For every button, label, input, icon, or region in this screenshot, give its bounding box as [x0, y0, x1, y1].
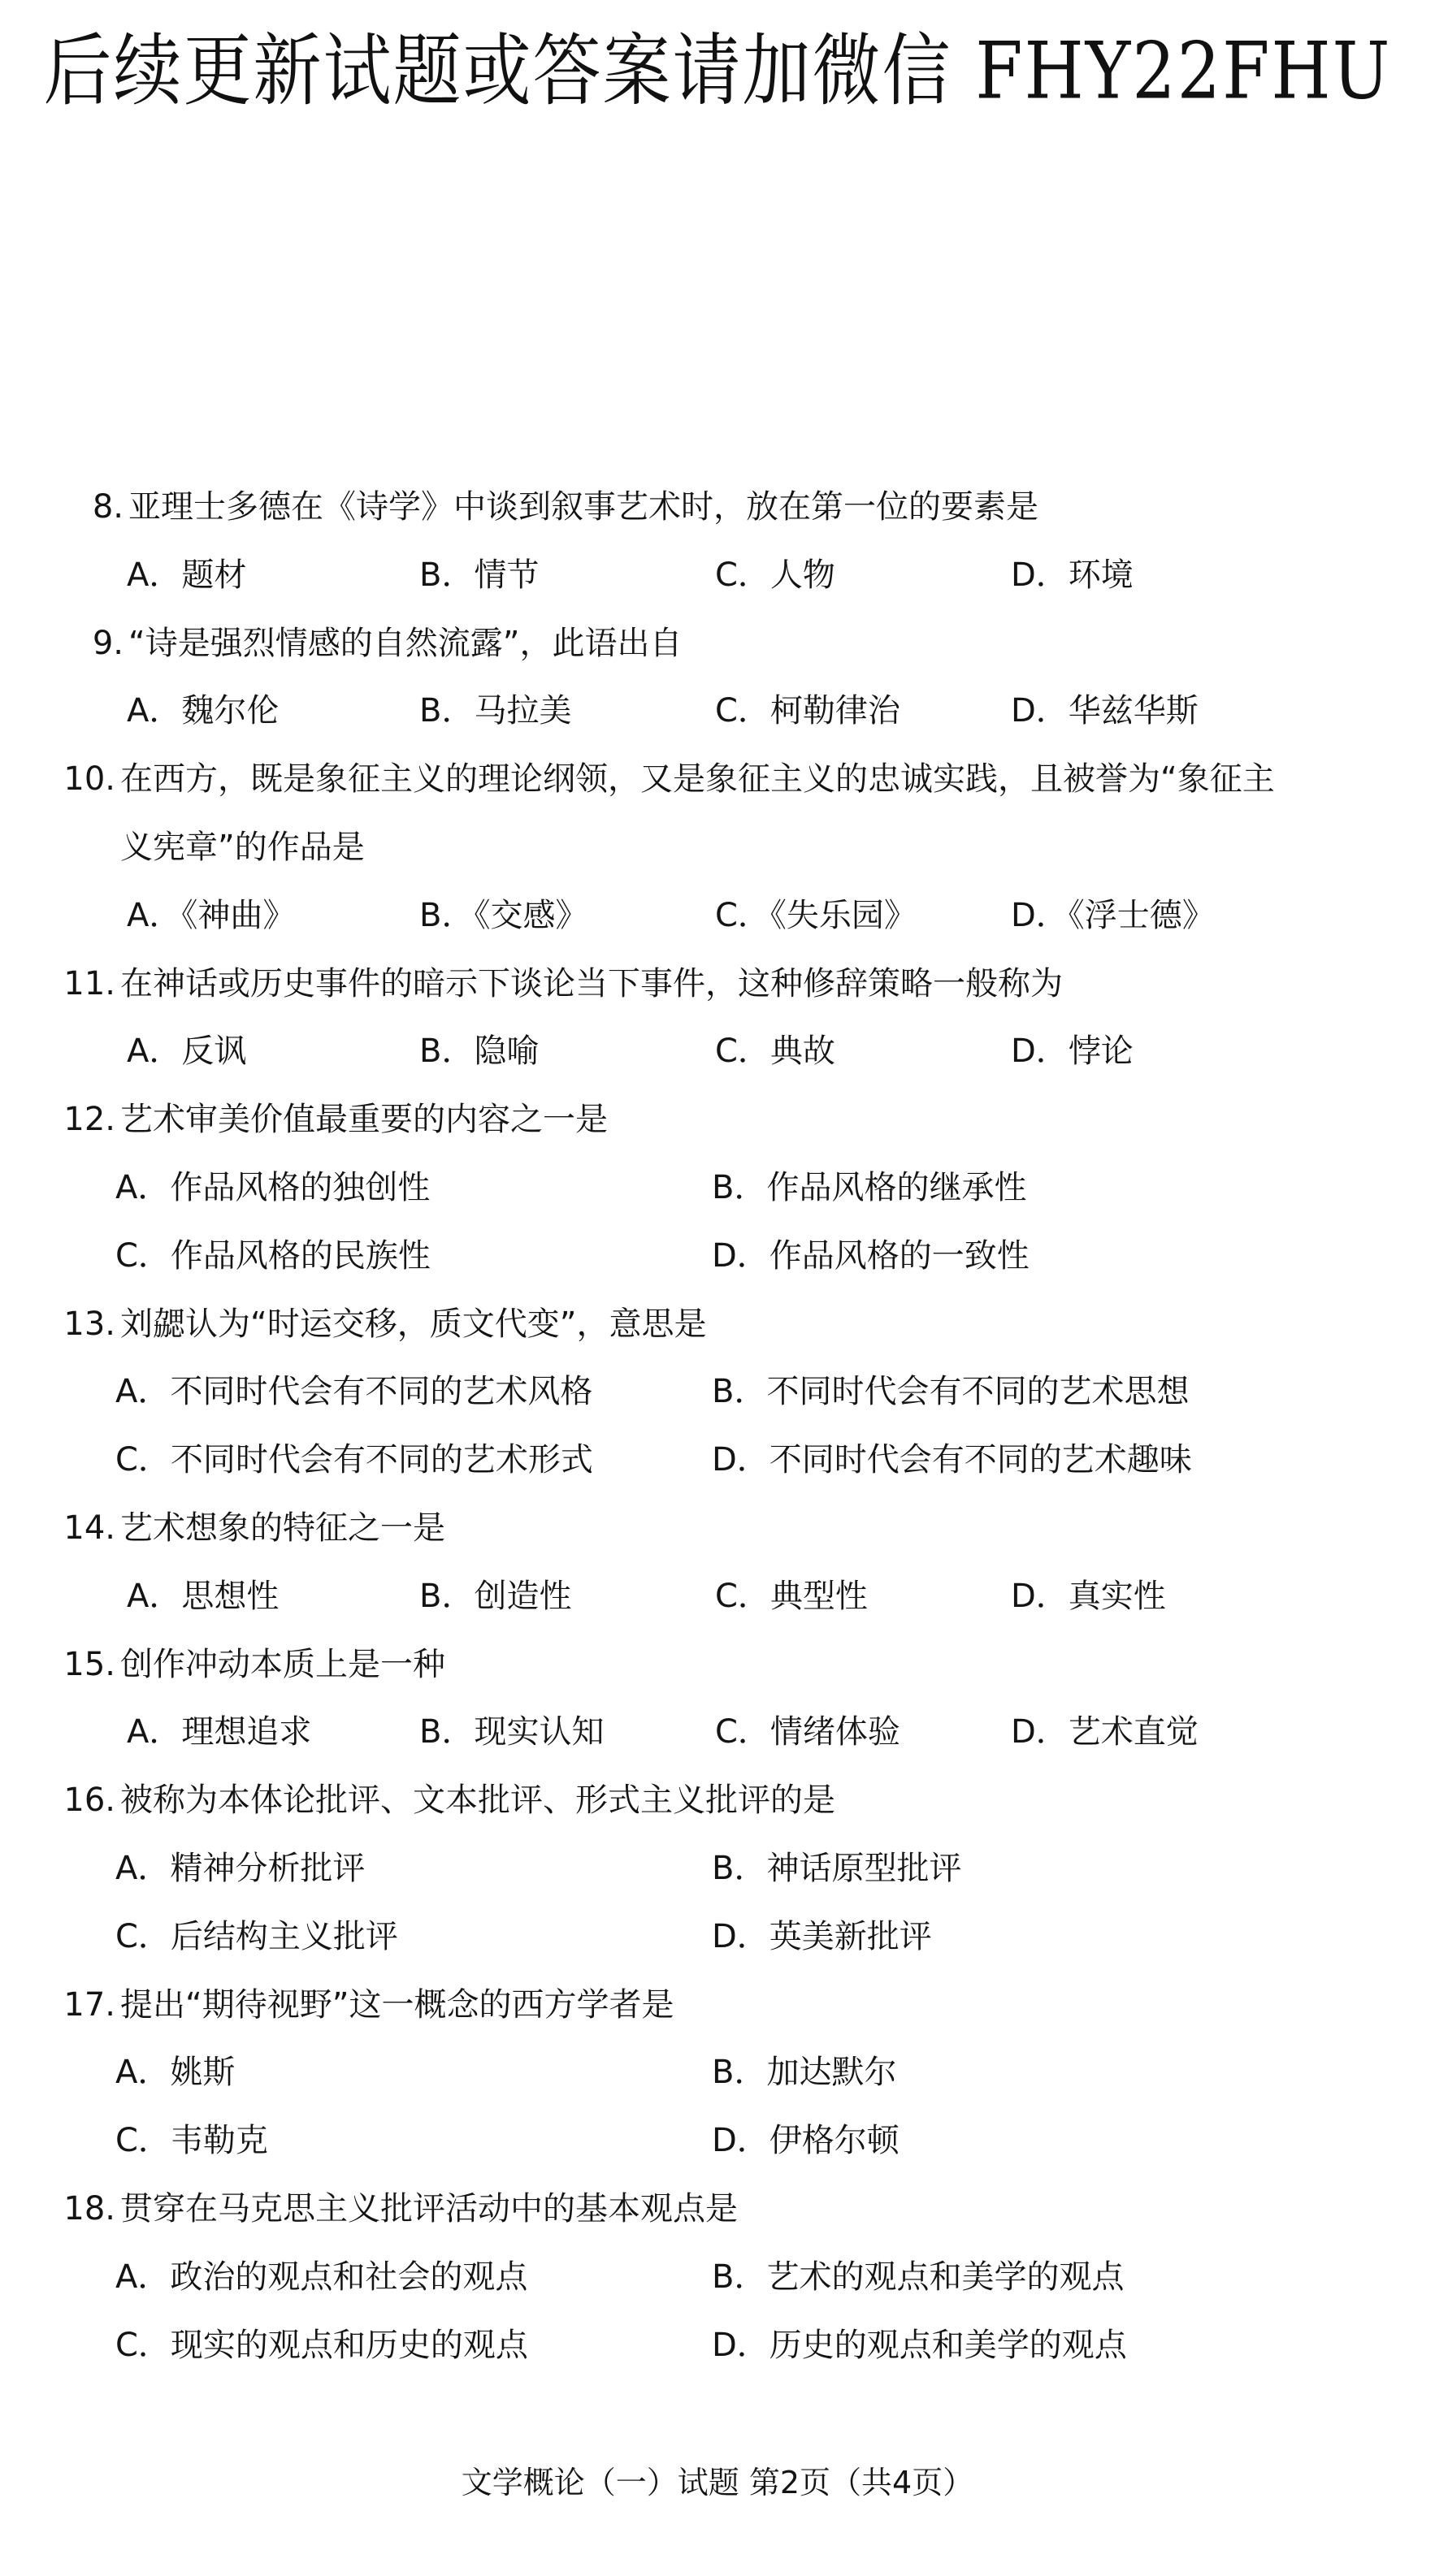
answer-option: C．后结构主义批评	[115, 1917, 398, 1955]
answer-option: A．《神曲》	[127, 896, 296, 934]
answer-option: D．真实性	[1011, 1577, 1166, 1615]
answer-option: B．艺术的观点和美学的观点	[712, 2258, 1125, 2296]
answer-option: A．精神分析批评	[115, 1850, 366, 1887]
question-number: 18.	[63, 2190, 115, 2227]
answer-option: B．不同时代会有不同的艺术思想	[712, 1373, 1190, 1411]
option-row	[0, 881, 1435, 950]
question-stem-text: 被称为本体论批评、文本批评、形式主义批评的是	[120, 1782, 835, 1820]
question-number: 9.	[92, 624, 124, 662]
option-row	[0, 1154, 1435, 1222]
option-row	[0, 2038, 1435, 2106]
question-number: 15.	[63, 1645, 115, 1683]
question-stem-text: 艺术想象的特征之一是	[120, 1509, 445, 1547]
answer-option: B．隐喻	[419, 1033, 540, 1071]
question-stem-line	[0, 950, 1435, 1018]
answer-option: A．思想性	[127, 1577, 280, 1615]
answer-option: B．现实认知	[419, 1713, 605, 1751]
option-row	[0, 541, 1435, 609]
answer-option: A．题材	[127, 556, 247, 594]
question-stem-line	[0, 1290, 1435, 1358]
answer-option: A．政治的观点和社会的观点	[115, 2258, 528, 2296]
question-number: 8.	[92, 488, 124, 526]
answer-option: A．魏尔伦	[127, 692, 280, 730]
question-stem-line	[0, 1494, 1435, 1562]
question-stem-line	[0, 609, 1435, 678]
answer-option: B．创造性	[419, 1577, 572, 1615]
question-stem-line	[0, 473, 1435, 541]
question-stem-text: “诗是强烈情感的自然流露”，此语出自	[128, 624, 683, 662]
answer-option: B．加达默尔	[712, 2054, 897, 2092]
question-stem-text: 在西方，既是象征主义的理论纲领，又是象征主义的忠诚实践，且被誉为“象征主	[120, 760, 1275, 799]
question-number: 16.	[63, 1782, 115, 1820]
answer-option: D．华兹华斯	[1011, 692, 1199, 730]
option-row	[0, 1357, 1435, 1426]
question-stem-line	[0, 745, 1435, 813]
answer-option: D．悖论	[1011, 1033, 1134, 1071]
question-stem-text: 义宪章”的作品是	[120, 829, 365, 866]
answer-option: B．作品风格的继承性	[712, 1169, 1027, 1206]
answer-option: D．英美新批评	[712, 1917, 932, 1955]
option-row	[0, 2311, 1435, 2379]
answer-option: C．《失乐园》	[715, 896, 917, 934]
answer-option: C．作品风格的民族性	[115, 1236, 431, 1275]
answer-option: B．神话原型批评	[712, 1850, 962, 1887]
question-number: 14.	[63, 1509, 115, 1547]
answer-option: D．环境	[1011, 556, 1134, 594]
question-number: 13.	[63, 1305, 115, 1343]
question-stem-line	[0, 1971, 1435, 2039]
watermark-banner: 后续更新试题或答案请加微信 FHY22FHU	[43, 24, 1392, 117]
answer-option: A．作品风格的独创性	[115, 1169, 431, 1206]
answer-option: D．作品风格的一致性	[712, 1236, 1030, 1275]
option-row	[0, 1698, 1435, 1766]
answer-option: D．不同时代会有不同的艺术趣味	[712, 1441, 1192, 1479]
answer-option: C．现实的观点和历史的观点	[115, 2326, 528, 2364]
option-row	[0, 1562, 1435, 1630]
answer-option: D．《浮士德》	[1011, 896, 1215, 934]
question-number: 12.	[63, 1101, 115, 1139]
question-stem-text: 提出“期待视野”这一概念的西方学者是	[120, 1985, 674, 2024]
answer-option: D．伊格尔顿	[712, 2122, 900, 2160]
answer-option: B．情节	[419, 556, 540, 594]
question-stem-line	[0, 813, 1435, 881]
question-number: 17.	[63, 1985, 115, 2024]
option-row	[0, 2106, 1435, 2175]
question-stem-text: 亚理士多德在《诗学》中谈到叙事艺术时，放在第一位的要素是	[128, 488, 1038, 526]
question-stem-text: 创作冲动本质上是一种	[120, 1645, 445, 1683]
option-row	[0, 1426, 1435, 1494]
question-stem-text: 刘勰认为“时运交移，质文代变”，意思是	[120, 1305, 707, 1343]
page-footer: 文学概论（一）试题 第2页（共4页）	[461, 2465, 974, 2500]
question-stem-text: 艺术审美价值最重要的内容之一是	[120, 1101, 608, 1139]
answer-option: D．历史的观点和美学的观点	[712, 2326, 1127, 2364]
question-number: 10.	[63, 760, 115, 799]
answer-option: C．韦勒克	[115, 2122, 268, 2160]
question-number: 11.	[63, 964, 115, 1002]
answer-option: C．典故	[715, 1033, 835, 1071]
answer-option: B．马拉美	[419, 692, 572, 730]
question-stem-text: 贯穿在马克思主义批评活动中的基本观点是	[120, 2190, 738, 2227]
answer-option: C．柯勒律治	[715, 692, 900, 730]
option-row	[0, 1017, 1435, 1085]
answer-option: D．艺术直觉	[1011, 1713, 1199, 1751]
answer-option: B．《交感》	[419, 896, 588, 934]
option-row	[0, 677, 1435, 745]
option-row	[0, 1903, 1435, 1971]
answer-option: A．不同时代会有不同的艺术风格	[115, 1373, 593, 1411]
answer-option: A．姚斯	[115, 2054, 236, 2092]
question-stem-line	[0, 1630, 1435, 1699]
answer-option: C．人物	[715, 556, 835, 594]
question-stem-line	[0, 2175, 1435, 2243]
answer-option: A．反讽	[127, 1033, 247, 1071]
answer-option: A．理想追求	[127, 1713, 312, 1751]
question-stem-line	[0, 1085, 1435, 1154]
answer-option: C．不同时代会有不同的艺术形式	[115, 1441, 593, 1479]
option-row	[0, 1834, 1435, 1903]
question-stem-text: 在神话或历史事件的暗示下谈论当下事件，这种修辞策略一般称为	[120, 964, 1063, 1002]
answer-option: C．情绪体验	[715, 1713, 900, 1751]
option-row	[0, 2243, 1435, 2311]
answer-option: C．典型性	[715, 1577, 868, 1615]
option-row	[0, 1222, 1435, 1290]
question-stem-line	[0, 1766, 1435, 1834]
